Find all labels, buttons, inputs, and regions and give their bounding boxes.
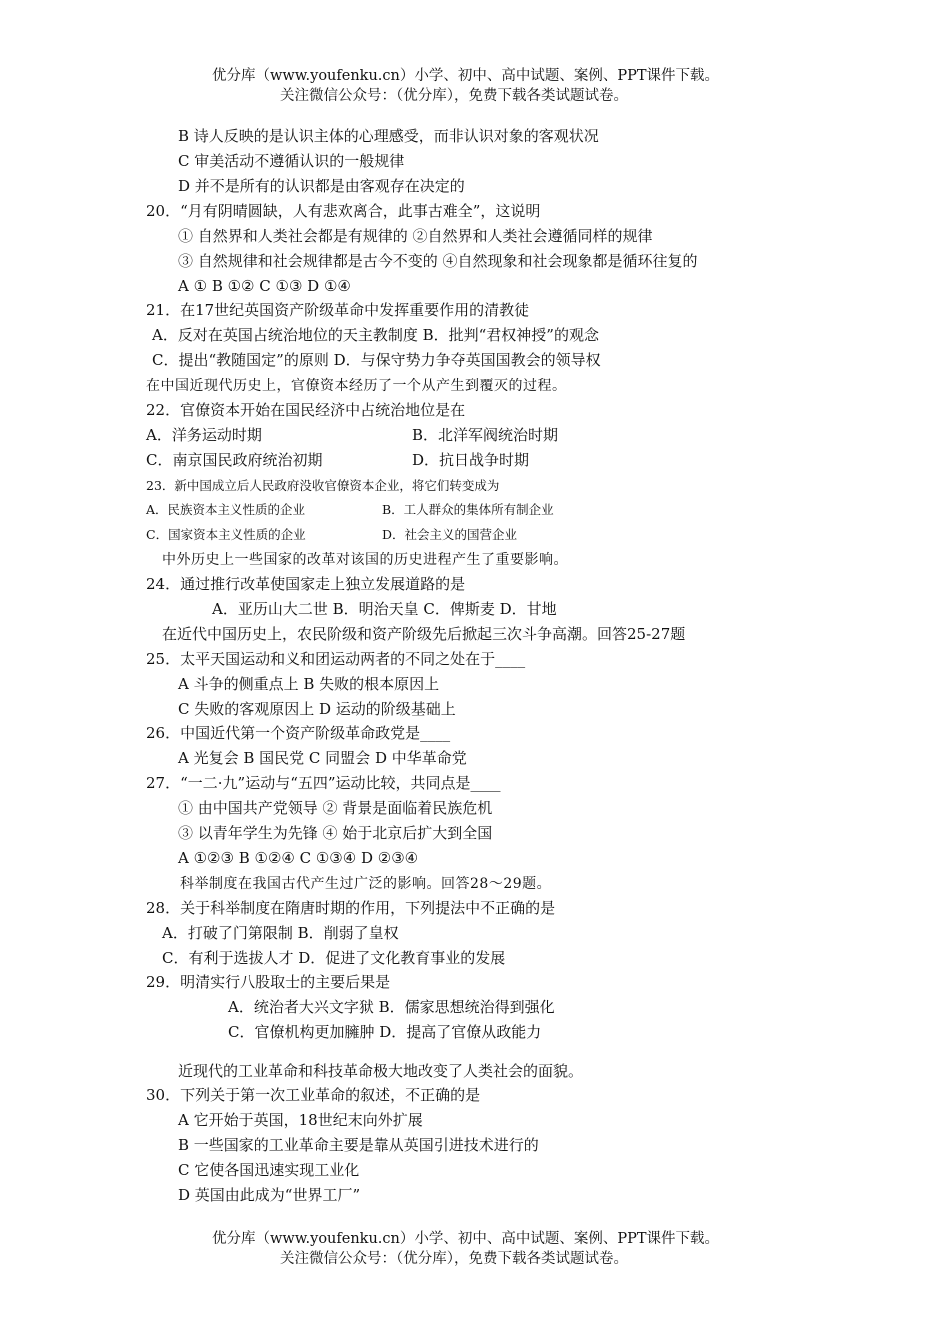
header-line-2: 关注微信公众号：（优分库），免费下载各类试题试卷。 <box>280 88 628 104</box>
q30-option-a: A 它开始于英国，18世纪末向外扩展 <box>178 1111 423 1129</box>
q25-stem: 25．太平天国运动和义和团运动两者的不同之处在于____ <box>146 650 526 668</box>
q24-stem: 24．通过推行改革使国家走上独立发展道路的是 <box>146 575 466 593</box>
q23-option-b: B．工人群众的集体所有制企业 <box>382 502 554 517</box>
footer-line-2: 关注微信公众号：（优分库），免费下载各类试题试卷。 <box>280 1251 628 1267</box>
q27-statements-1: ① 由中国共产党领导 ② 背景是面临着民族危机 <box>178 799 493 817</box>
q20-statements-2: ③ 自然规律和社会规律都是古今不变的 ④自然现象和社会现象都是循环往复的 <box>178 252 698 270</box>
q19-option-d: D 并不是所有的认识都是由客观存在决定的 <box>178 177 465 195</box>
q22-option-c: C．南京国民政府统治初期 <box>146 451 323 469</box>
header-line-1: 优分库（www.youfenku.cn）小学、初中、高中试题、案例、PPT课件下载。 <box>212 68 720 84</box>
q22-option-b: B．北洋军阀统治时期 <box>412 426 559 444</box>
footer-line-1: 优分库（www.youfenku.cn）小学、初中、高中试题、案例、PPT课件下载。 <box>212 1231 720 1247</box>
q29-options-2: C．官僚机构更加臃肿 D．提高了官僚从政能力 <box>228 1023 542 1041</box>
q20-options: A ① B ①② C ①③ D ①④ <box>178 277 351 295</box>
q19-option-c: C 审美活动不遵循认识的一般规律 <box>178 152 405 170</box>
q30-option-b: B 一些国家的工业革命主要是靠从英国引进技术进行的 <box>178 1136 539 1154</box>
q29-options-1: A．统治者大兴文字狱 B．儒家思想统治得到强化 <box>228 998 555 1016</box>
q26-options: A 光复会 B 国民党 C 同盟会 D 中华革命党 <box>178 749 467 767</box>
q20-stem: 20．“月有阴晴圆缺，人有悲欢离合，此事古难全”，这说明 <box>146 202 541 220</box>
q19-option-b: B 诗人反映的是认识主体的心理感受，而非认识对象的客观状况 <box>178 127 599 145</box>
q30-option-c: C 它使各国迅速实现工业化 <box>178 1161 360 1179</box>
q23-option-c: C．国家资本主义性质的企业 <box>146 527 306 542</box>
q28-options-2: C．有利于选拔人才 D．促进了文化教育事业的发展 <box>162 949 506 967</box>
q27-stem: 27．“一二·九”运动与“五四”运动比较，共同点是____ <box>146 774 501 792</box>
intro-bureaucratic-capital: 在中国近现代历史上，官僚资本经历了一个从产生到覆灭的过程。 <box>146 378 567 394</box>
q28-options-1: A．打破了门第限制 B．削弱了皇权 <box>162 924 399 942</box>
q25-options-2: C 失败的客观原因上 D 运动的阶级基础上 <box>178 700 456 718</box>
intro-keju: 科举制度在我国古代产生过广泛的影响。回答28～29题。 <box>180 876 552 892</box>
q27-statements-2: ③ 以青年学生为先锋 ④ 始于北京后扩大到全国 <box>178 824 493 842</box>
q25-options-1: A 斗争的侧重点上 B 失败的根本原因上 <box>178 675 440 693</box>
intro-struggles: 在近代中国历史上，农民阶级和资产阶级先后掀起三次斗争高潮。回答25-27题 <box>162 625 686 643</box>
q27-options: A ①②③ B ①②④ C ①③④ D ②③④ <box>178 849 419 867</box>
q21-options-1: A．反对在英国占统治地位的天主教制度 B．批判“君权神授”的观念 <box>152 326 599 344</box>
intro-industry: 近现代的工业革命和科技革命极大地改变了人类社会的面貌。 <box>178 1062 584 1080</box>
intro-reform: 中外历史上一些国家的改革对该国的历史进程产生了重要影响。 <box>162 552 568 568</box>
q29-stem: 29．明清实行八股取士的主要后果是 <box>146 973 391 991</box>
q21-options-2: C．提出“教随国定”的原则 D．与保守势力争夺英国国教会的领导权 <box>152 351 601 369</box>
q22-option-a: A．洋务运动时期 <box>146 426 262 444</box>
q30-stem: 30．下列关于第一次工业革命的叙述，不正确的是 <box>146 1086 481 1104</box>
q30-option-d: D 英国由此成为“世界工厂” <box>178 1186 361 1204</box>
q23-option-d: D．社会主义的国营企业 <box>382 527 518 542</box>
q26-stem: 26．中国近代第一个资产阶级革命政党是____ <box>146 724 451 742</box>
q24-options: A．亚历山大二世 B．明治天皇 C．俾斯麦 D．甘地 <box>212 600 557 618</box>
q22-stem: 22．官僚资本开始在国民经济中占统治地位是在 <box>146 401 466 419</box>
q21-stem: 21．在17世纪英国资产阶级革命中发挥重要作用的清教徒 <box>146 301 530 319</box>
q20-statements-1: ① 自然界和人类社会都是有规律的 ②自然界和人类社会遵循同样的规律 <box>178 227 653 245</box>
q28-stem: 28．关于科举制度在隋唐时期的作用，下列提法中不正确的是 <box>146 899 556 917</box>
q23-stem: 23．新中国成立后人民政府没收官僚资本企业，将它们转变成为 <box>146 478 500 493</box>
q22-option-d: D．抗日战争时期 <box>412 451 530 469</box>
q23-option-a: A．民族资本主义性质的企业 <box>146 502 306 517</box>
